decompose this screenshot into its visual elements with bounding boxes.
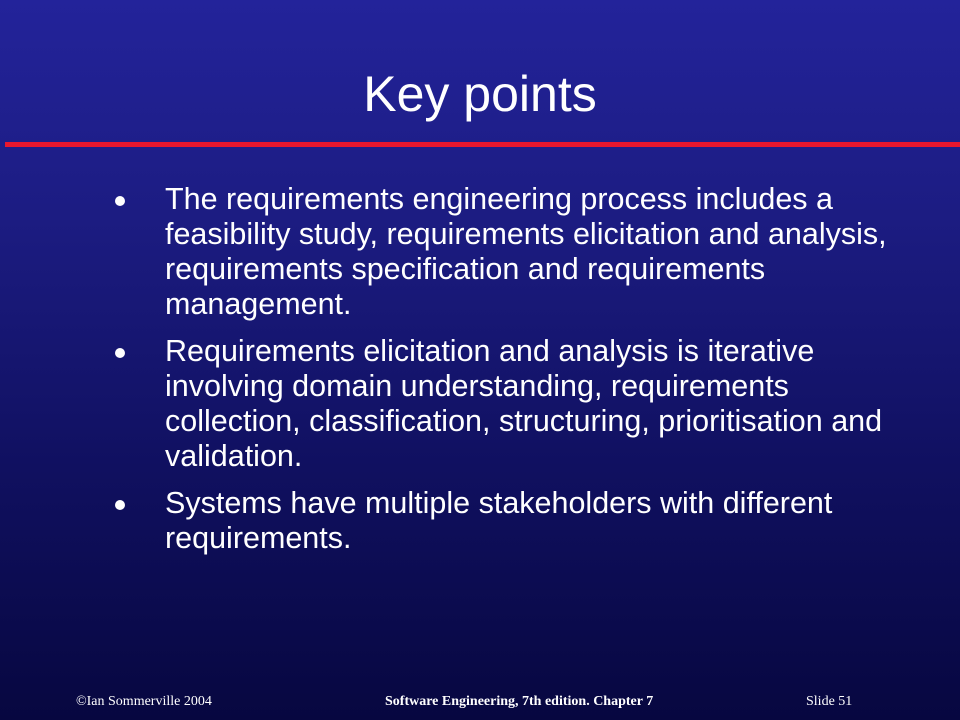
bullet-text: Systems have multiple stakeholders with different requirements. — [165, 486, 833, 555]
footer-slide-number: Slide 51 — [806, 694, 853, 709]
slide-title: Key points — [363, 66, 597, 122]
bullet-item-3 — [0, 486, 960, 556]
bullet-icon — [115, 348, 125, 358]
bullet-text: The requirements engineering process includes a feasibility study, requirements elicitation and analysis, requirements specification and requirements management. — [165, 182, 887, 321]
bullet-icon — [115, 500, 125, 510]
footer-book-title: Software Engineering, 7th edition. Chapter 7 — [385, 694, 654, 709]
bullet-item-2 — [0, 334, 960, 474]
bullet-text: Requirements elicitation and analysis is iterative involving domain understanding, requirements collection, classification, structuring, prioritisation and validation. — [165, 334, 883, 473]
bullet-item-1 — [0, 182, 960, 322]
footer-copyright: ©Ian Sommerville 2004 — [76, 694, 212, 709]
bullet-icon — [115, 196, 125, 206]
title-divider — [5, 142, 960, 147]
bullet-list — [0, 182, 960, 568]
